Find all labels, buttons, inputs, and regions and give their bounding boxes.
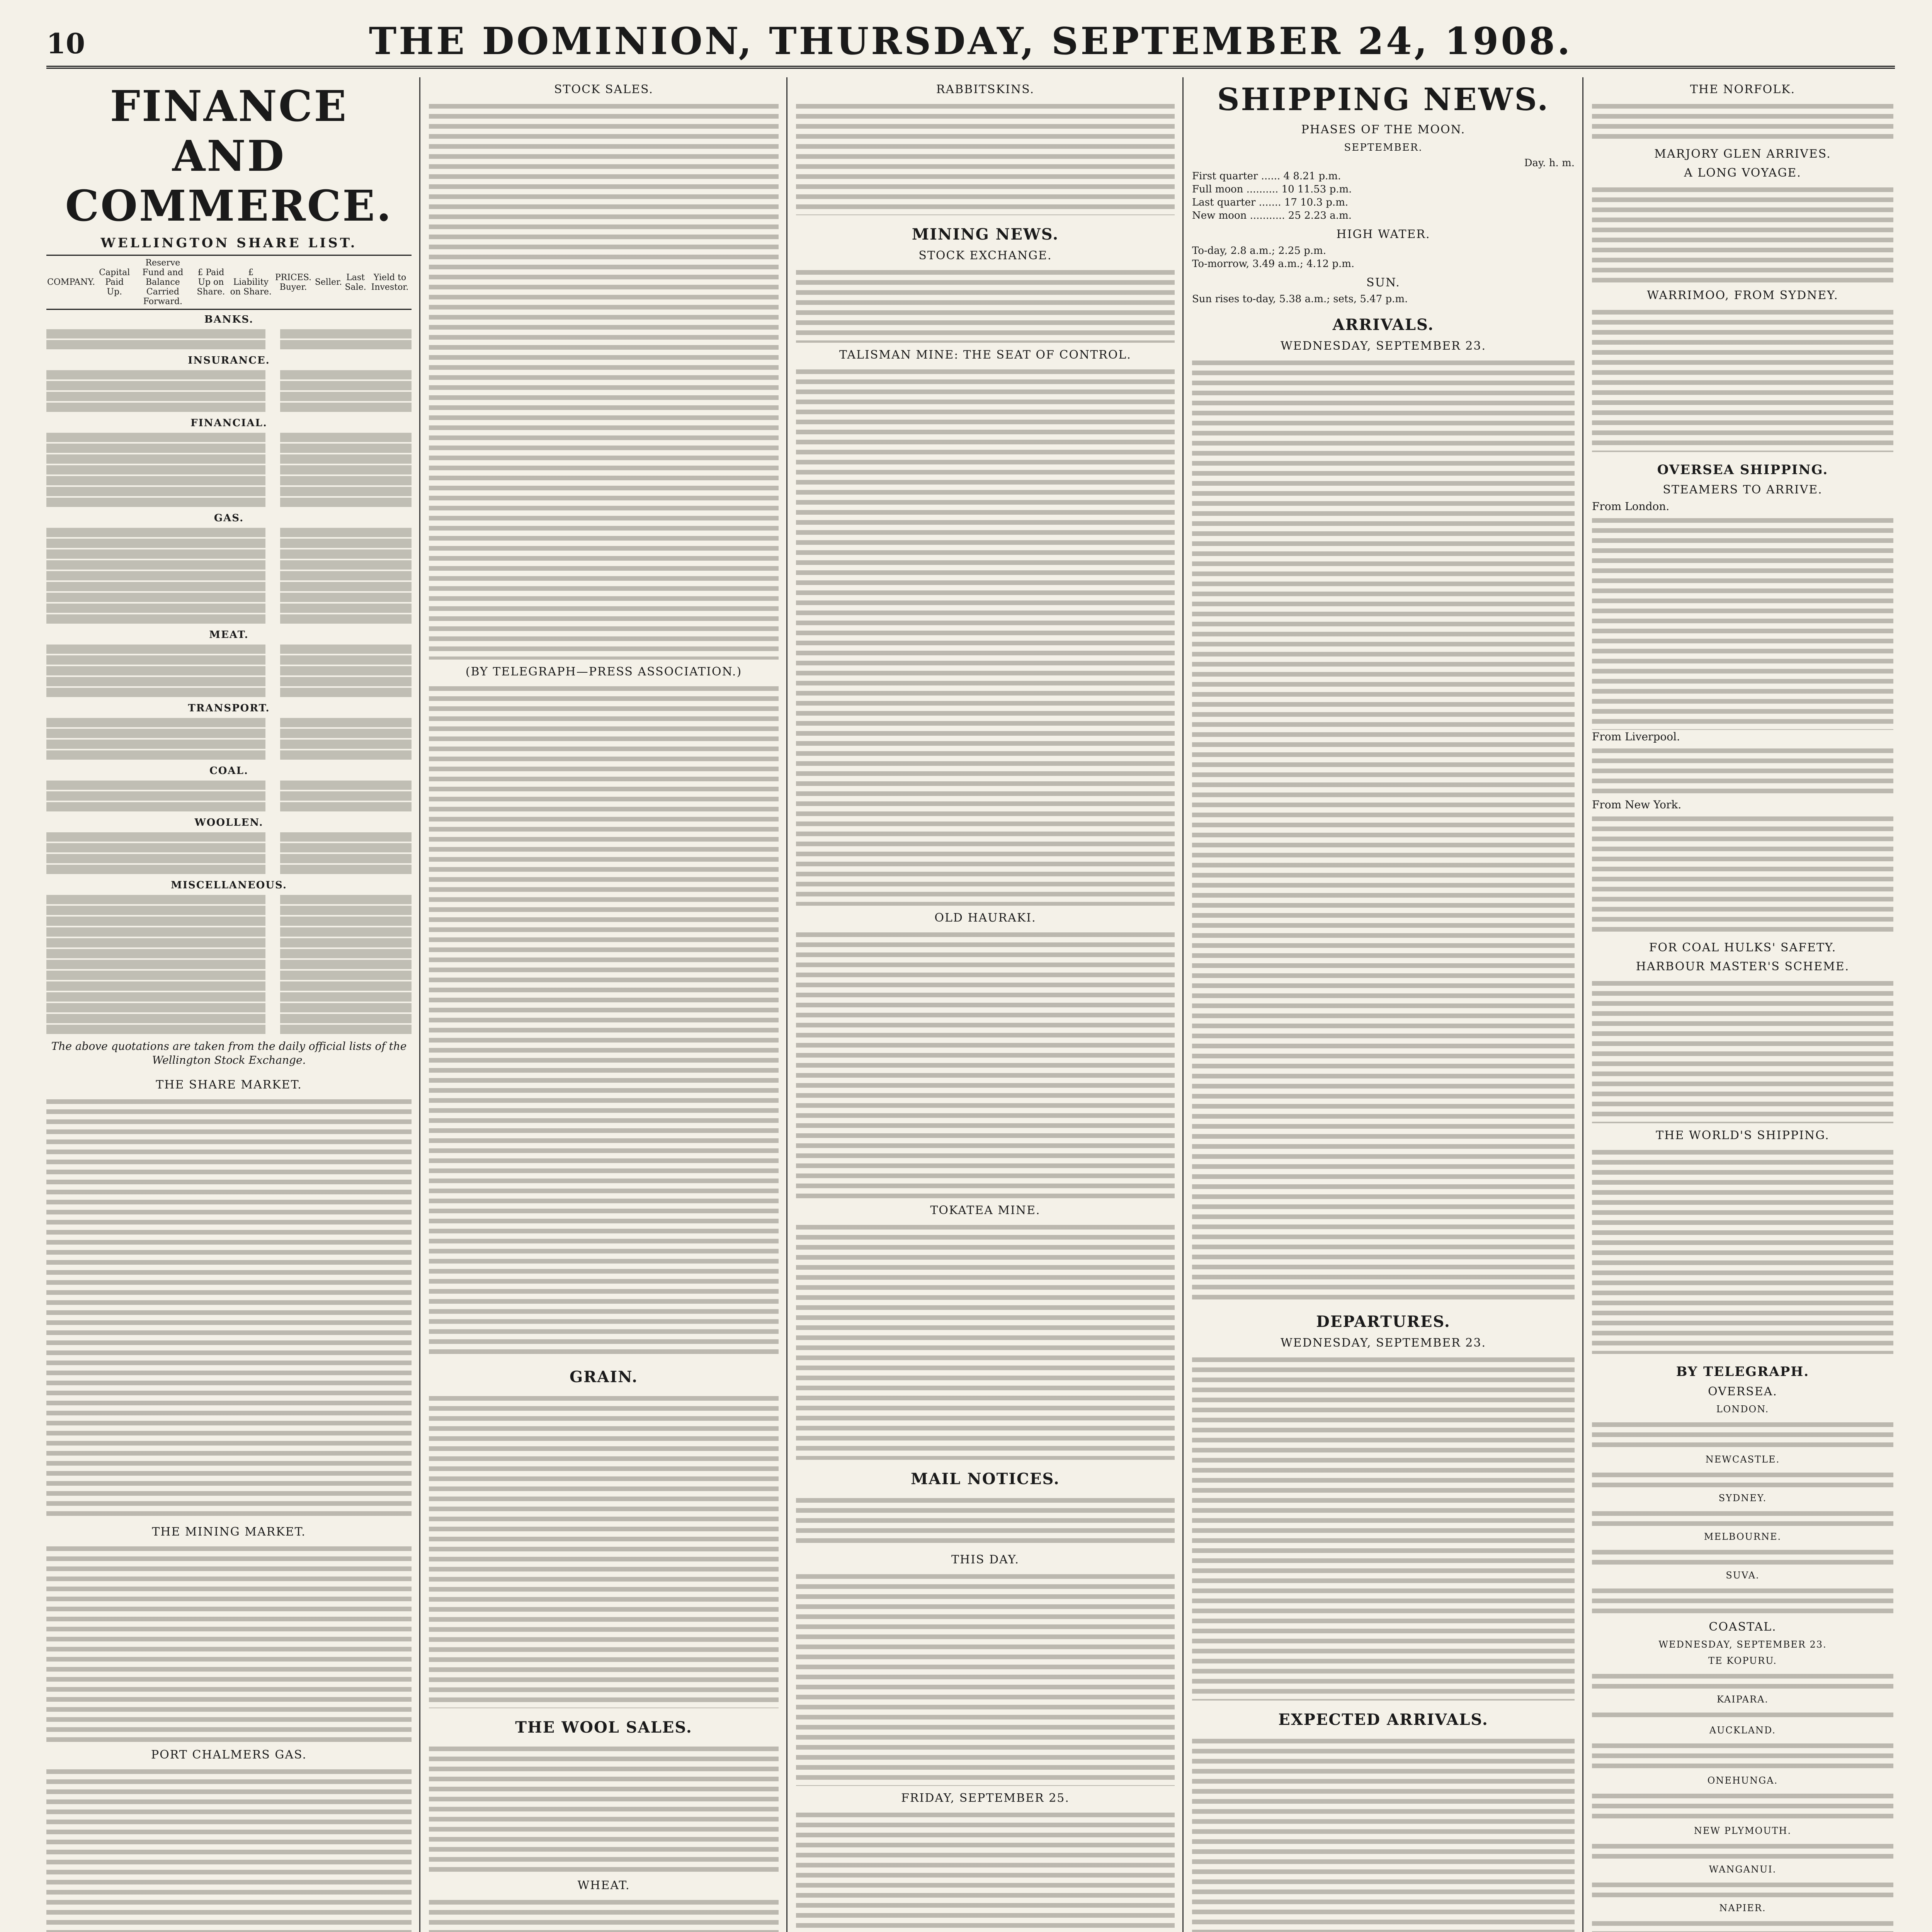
route-heading: From Liverpool.: [1592, 730, 1680, 743]
article-heading: WHEAT.: [577, 1879, 630, 1892]
article-heading: PORT CHALMERS GAS.: [151, 1748, 307, 1762]
article-heading: DEPARTURES.: [1316, 1313, 1451, 1331]
shipping-title: SHIPPING NEWS.: [1217, 81, 1550, 117]
table-category: BANKS.: [204, 314, 254, 325]
table-category: MISCELLANEOUS.: [171, 879, 287, 891]
place-heading: KAIPARA.: [1716, 1694, 1769, 1705]
col-header: PRICES. Buyer.: [272, 255, 314, 310]
mail-day: FRIDAY, SEPTEMBER 25.: [901, 1791, 1070, 1805]
share-table: [46, 255, 412, 310]
sun-heading: SUN.: [1366, 276, 1400, 289]
sun-line: Sun rises to-day, 5.38 a.m.; sets, 5.47 p.m.: [1192, 293, 1408, 305]
col-header: COMPANY.: [46, 255, 96, 310]
article-heading: THE WORLD'S SHIPPING.: [1656, 1129, 1830, 1142]
column-rule: [419, 77, 420, 1932]
article-heading: MARJORY GLEN ARRIVES.: [1654, 147, 1831, 161]
article-heading: WARRIMOO, FROM SYDNEY.: [1647, 289, 1838, 302]
article-heading: HARBOUR MASTER'S SCHEME.: [1636, 960, 1850, 973]
coastal-date: WEDNESDAY, SEPTEMBER 23.: [1658, 1639, 1827, 1650]
column-rule: [786, 77, 787, 1932]
place-heading: SUVA.: [1726, 1570, 1760, 1581]
table-note: The above quotations are taken from the daily official lists of the Wellington Stock Exchange.: [51, 1040, 407, 1066]
column-rule: [1182, 77, 1184, 1932]
article-heading: STEAMERS TO ARRIVE.: [1663, 483, 1823, 497]
article-heading: THE WOOL SALES.: [515, 1718, 692, 1736]
article-heading: GRAIN.: [569, 1368, 638, 1386]
column-mining-mail: [796, 77, 1175, 1932]
place-heading: SYDNEY.: [1718, 1493, 1767, 1503]
route-heading: From New York.: [1592, 798, 1682, 811]
high-water-line: To-day, 2.8 a.m.; 2.25 p.m.: [1192, 245, 1326, 257]
article-date: WEDNESDAY, SEPTEMBER 23.: [1280, 1336, 1486, 1350]
table-category: COAL.: [209, 765, 248, 777]
table-category: FINANCIAL.: [190, 417, 267, 429]
article-heading: (BY TELEGRAPH—PRESS ASSOCIATION.): [465, 665, 742, 679]
high-water-heading: HIGH WATER.: [1336, 228, 1430, 241]
article-heading: STOCK SALES.: [554, 83, 654, 96]
place-heading: LONDON.: [1716, 1404, 1769, 1415]
col-header: £ Paid Up on Share.: [192, 255, 229, 310]
col-header: Seller.: [314, 255, 343, 310]
mail-day: THIS DAY.: [951, 1553, 1020, 1566]
place-heading: AUCKLAND.: [1709, 1725, 1776, 1736]
place-heading: TE KOPURU.: [1708, 1655, 1777, 1666]
article-heading: FOR COAL HULKS' SAFETY.: [1649, 941, 1837, 954]
article-heading: THE MINING MARKET.: [152, 1525, 306, 1539]
article-heading: THE SHARE MARKET.: [156, 1078, 302, 1092]
col-header: Yield to Investor.: [368, 255, 412, 310]
article-date: WEDNESDAY, SEPTEMBER 23.: [1280, 339, 1486, 353]
article-heading: MINING NEWS.: [912, 225, 1059, 243]
col-header: Reserve Fund and Balance Carried Forward.: [133, 255, 192, 310]
article-heading: TOKATEA MINE.: [930, 1204, 1041, 1217]
moon-row: Last quarter ....... 17 10.3 p.m.: [1192, 197, 1349, 208]
article-heading: TALISMAN MINE: THE SEAT OF CONTROL.: [839, 348, 1131, 362]
article-heading: COASTAL.: [1709, 1620, 1777, 1634]
place-heading: ONEHUNGA.: [1707, 1775, 1778, 1786]
place-heading: WANGANUI.: [1709, 1864, 1777, 1875]
route-heading: From London.: [1592, 500, 1670, 513]
table-category: WOOLLEN.: [194, 817, 264, 828]
table-category: INSURANCE.: [188, 355, 270, 366]
moon-month: SEPTEMBER.: [1344, 142, 1423, 153]
high-water-line: To-morrow, 3.49 a.m.; 4.12 p.m.: [1192, 258, 1355, 270]
article-heading: OVERSEA.: [1708, 1385, 1777, 1398]
table-category: MEAT.: [209, 629, 249, 641]
place-heading: NAPIER.: [1719, 1903, 1766, 1913]
column-markets: [429, 77, 779, 1932]
column-rule: [1582, 77, 1583, 1932]
column-oversea: [1592, 77, 1893, 1932]
masthead: [46, 19, 1895, 69]
moon-cols: Day. h. m.: [1524, 157, 1575, 169]
newspaper-title: THE DOMINION, THURSDAY, SEPTEMBER 24, 1908.: [369, 19, 1573, 63]
article-heading: THE NORFOLK.: [1690, 83, 1796, 96]
col-header: Capital Paid Up.: [96, 255, 133, 310]
article-heading: RABBITSKINS.: [936, 83, 1035, 96]
moon-heading: PHASES OF THE MOON.: [1301, 123, 1466, 136]
article-heading: OVERSEA SHIPPING.: [1657, 462, 1828, 478]
table-category: GAS.: [214, 512, 244, 524]
article-heading: OLD HAURAKI.: [934, 911, 1036, 925]
place-heading: NEWCASTLE.: [1705, 1454, 1780, 1465]
article-heading: BY TELEGRAPH.: [1676, 1364, 1810, 1379]
place-heading: NEW PLYMOUTH.: [1694, 1825, 1792, 1836]
section-title: FINANCE AND COMMERCE.: [65, 81, 393, 231]
place-heading: MELBOURNE.: [1704, 1531, 1782, 1542]
col-header: £ Liability on Share.: [229, 255, 272, 310]
article-heading: STOCK EXCHANGE.: [918, 249, 1052, 262]
column-finance: [46, 77, 412, 1932]
moon-row: First quarter ...... 4 8.21 p.m.: [1192, 170, 1341, 182]
moon-row: New moon ........... 25 2.23 a.m.: [1192, 210, 1352, 221]
moon-row: Full moon .......... 10 11.53 p.m.: [1192, 184, 1352, 195]
table-category: TRANSPORT.: [188, 702, 270, 714]
share-list-title: WELLINGTON SHARE LIST.: [100, 235, 357, 251]
article-heading: A LONG VOYAGE.: [1684, 166, 1801, 180]
page-number: 10: [46, 27, 85, 60]
column-shipping: [1192, 77, 1575, 1932]
col-header: Last Sale.: [343, 255, 368, 310]
article-heading: MAIL NOTICES.: [911, 1470, 1060, 1488]
article-heading: EXPECTED ARRIVALS.: [1278, 1711, 1488, 1729]
article-heading: ARRIVALS.: [1332, 316, 1434, 334]
